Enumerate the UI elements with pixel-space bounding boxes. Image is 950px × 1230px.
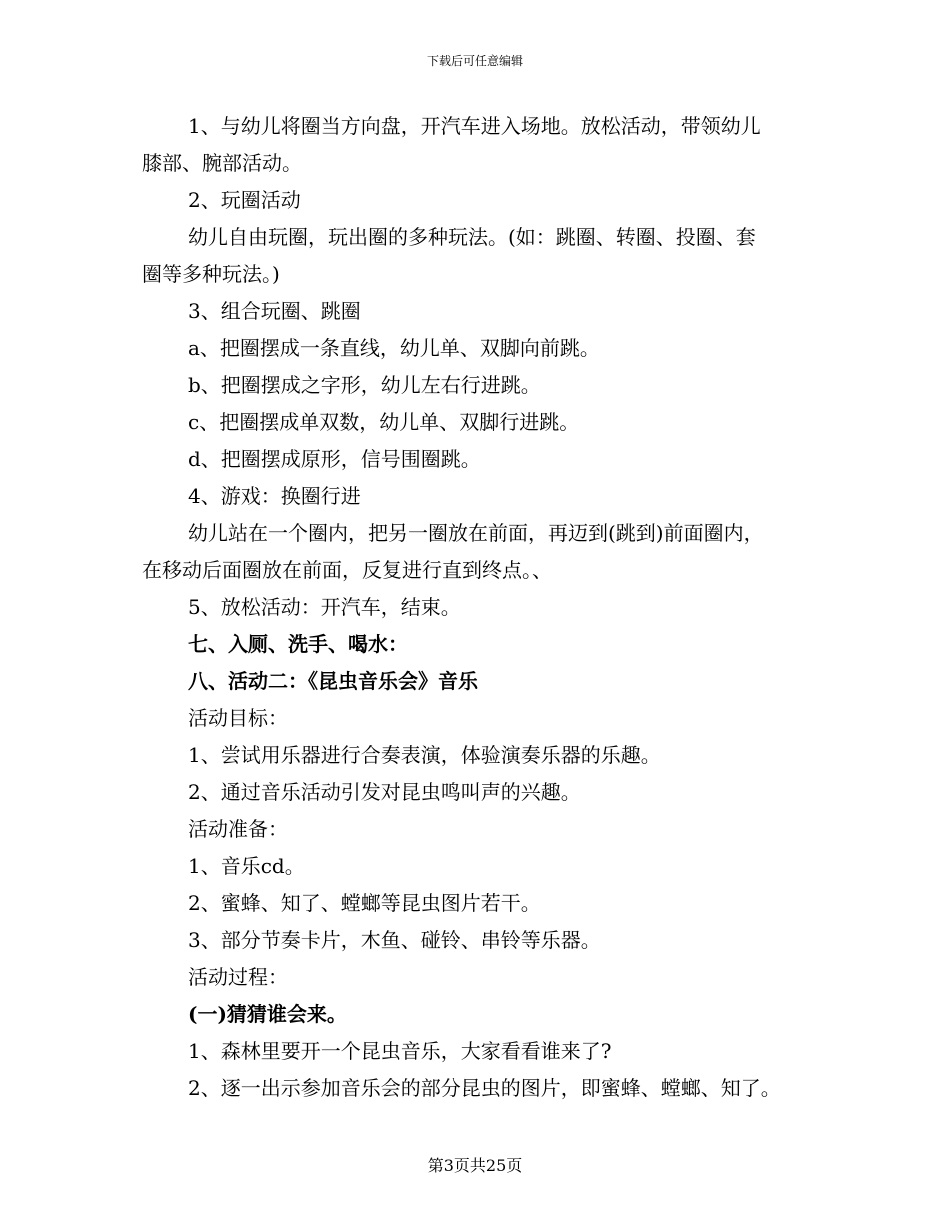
text-line: 1、尝试用乐器进行合奏表演，体验演奏乐器的乐趣。 bbox=[188, 743, 661, 767]
text-line: 5、放松活动：开汽车，结束。 bbox=[188, 595, 461, 619]
text-line: 2、通过音乐活动引发对昆虫鸣叫声的兴趣。 bbox=[188, 780, 581, 804]
text-line: 2、逐一出示参加音乐会的部分昆虫的图片，即蜜蜂、螳螂、知了。 bbox=[188, 1076, 781, 1100]
text-line: 八、活动二：《昆虫音乐会》音乐 bbox=[188, 669, 478, 693]
text-line: 1、与幼儿将圈当方向盘，开汽车进入场地。放松活动，带领幼儿 bbox=[188, 114, 761, 138]
text-line: 圈等多种玩法。) bbox=[142, 262, 280, 286]
text-line: d、把圈摆成原形，信号围圈跳。 bbox=[188, 447, 481, 471]
page-footer: 第3页共25页 bbox=[427, 1156, 523, 1175]
text-line: 1、森林里要开一个昆虫音乐，大家看看谁来了? bbox=[188, 1039, 612, 1063]
text-line: 七、入厕、洗手、喝水： bbox=[188, 632, 408, 656]
text-line: 幼儿站在一个圈内，把另一圈放在前面，再迈到(跳到)前面圈内， bbox=[188, 521, 764, 545]
text-line: 膝部、腕部活动。 bbox=[142, 151, 302, 175]
text-line: 在移动后面圈放在前面，反复进行直到终点。、 bbox=[142, 558, 552, 582]
document-body bbox=[142, 108, 814, 1107]
text-line: 3、部分节奏卡片，木鱼、碰铃、串铃等乐器。 bbox=[188, 928, 601, 952]
text-line: (一)猜猜谁会来。 bbox=[188, 1002, 347, 1026]
page-header: 下载后可任意编辑 bbox=[426, 54, 523, 68]
text-line: 活动准备： bbox=[188, 817, 288, 841]
text-line: 3、组合玩圈、跳圈 bbox=[188, 299, 361, 323]
text-line: 4、游戏：换圈行进 bbox=[188, 484, 361, 508]
text-line: 活动过程： bbox=[188, 965, 288, 989]
text-line: 1、音乐cd。 bbox=[188, 854, 305, 878]
text-line: a、把圈摆成一条直线，幼儿单、双脚向前跳。 bbox=[188, 336, 600, 360]
text-line: 活动目标： bbox=[188, 706, 288, 730]
text-line: b、把圈摆成之字形，幼儿左右行进跳。 bbox=[188, 373, 541, 397]
text-line: 2、蜜蜂、知了、螳螂等昆虫图片若干。 bbox=[188, 891, 541, 915]
text-line: c、把圈摆成单双数，幼儿单、双脚行进跳。 bbox=[188, 410, 580, 434]
text-line: 2、玩圈活动 bbox=[188, 188, 301, 212]
text-line: 幼儿自由玩圈，玩出圈的多种玩法。(如：跳圈、转圈、投圈、套 bbox=[188, 225, 756, 249]
